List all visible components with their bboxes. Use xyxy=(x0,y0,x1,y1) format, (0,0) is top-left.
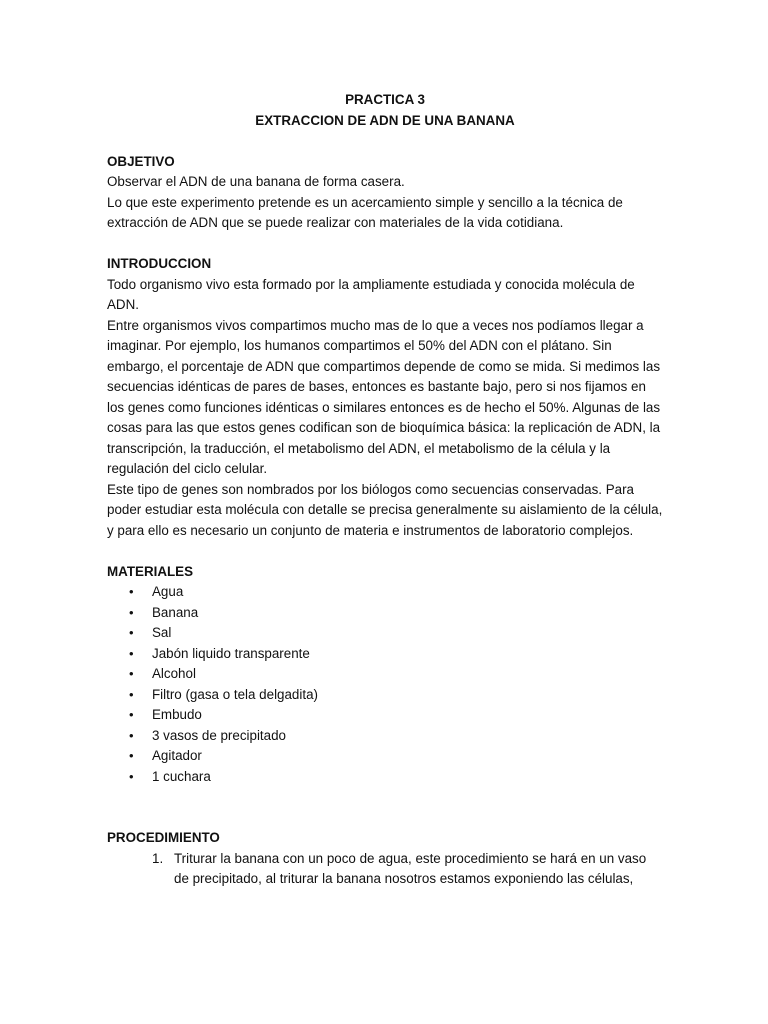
objetivo-paragraph: Lo que este experimento pretende es un acercamiento simple y sencillo a la técnica de extracción de ADN que se puede realizar con materiales de la vida cotidiana. xyxy=(107,194,623,230)
spacer xyxy=(107,234,663,255)
bullet-icon: • xyxy=(129,604,134,620)
list-item xyxy=(107,603,663,624)
material-label: Agitador xyxy=(152,748,202,763)
step-text: Triturar la banana con un poco de agua, este procedimiento se hará en un vaso de precipitado, al triturar la banana nosotros estamos exponiendo las células, xyxy=(174,850,647,886)
material-label: Embudo xyxy=(152,707,202,722)
bullet-icon: • xyxy=(129,768,134,784)
list-item xyxy=(107,644,663,665)
material-label: Sal xyxy=(152,625,172,640)
spacer xyxy=(107,541,663,562)
material-label: Agua xyxy=(152,584,184,599)
objetivo-paragraph: Observar el ADN de una banana de forma casera. xyxy=(107,174,405,189)
bullet-icon: • xyxy=(129,748,134,763)
spacer xyxy=(107,131,663,152)
introduccion-paragraph: Entre organismos vivos compartimos mucho mas de lo que a veces nos podíamos llegar a imaginar. Por ejemplo, los humanos compartimos el 50% del ADN con el plátano. Sin embargo, el porcentaje de ADN que compartimos depende de como se mida. Si medimos las secuencias idénticas de pares de bases, entonces es bastante bajo, pero si nos fijamos en los genes como funciones idénticas o similares entonces es de hecho el 50%. Algunas de las cosas para las que estos genes codifican son de bioquímica básica: la replicación de ADN, la transcripción, la traducción, el metabolismo del ADN, el metabolismo de la célula y la regulación del ciclo celular. xyxy=(107,317,661,476)
bullet-icon: • xyxy=(129,645,134,661)
bullet-icon: • xyxy=(129,686,134,702)
spacer xyxy=(107,787,663,828)
material-label: Alcohol xyxy=(152,666,196,681)
bullet-icon: • xyxy=(129,707,134,722)
bullet-icon: • xyxy=(129,625,134,640)
material-label: Banana xyxy=(152,604,199,620)
material-label: 1 cuchara xyxy=(152,768,211,784)
list-item xyxy=(107,705,663,726)
material-label: Jabón liquido transparente xyxy=(152,645,310,661)
list-item xyxy=(107,623,663,644)
list-item xyxy=(107,685,663,706)
document-title-line2: EXTRACCION DE ADN DE UNA BANANA xyxy=(255,112,515,128)
list-item xyxy=(107,746,663,767)
step-number: 1. xyxy=(152,850,164,866)
bullet-icon: • xyxy=(129,727,134,743)
list-item xyxy=(107,664,663,685)
bullet-icon: • xyxy=(129,666,134,681)
section-heading-introduccion: INTRODUCCION xyxy=(107,256,212,271)
section-heading-materiales: MATERIALES xyxy=(107,563,194,579)
list-item xyxy=(107,582,663,603)
procedure-steps xyxy=(107,849,663,890)
materials-list xyxy=(107,582,663,787)
list-item xyxy=(107,726,663,747)
material-label: Filtro (gasa o tela delgadita) xyxy=(152,686,318,702)
introduccion-paragraph: Este tipo de genes son nombrados por los biólogos como secuencias conservadas. Para poder estudiar esta molécula con detalle se precisa generalmente su aislamiento de la célula, y para ello es necesario un conjunto de materia e instrumentos de laboratorio complejos. xyxy=(107,481,663,538)
section-heading-objetivo: OBJETIVO xyxy=(107,153,175,169)
list-item xyxy=(107,767,663,788)
bullet-icon: • xyxy=(129,584,134,599)
material-label: 3 vasos de precipitado xyxy=(152,727,286,743)
document-body xyxy=(107,90,663,890)
section-heading-procedimiento: PROCEDIMIENTO xyxy=(107,830,220,845)
document-title-line1: PRACTICA 3 xyxy=(345,92,425,107)
introduccion-paragraph: Todo organismo vivo esta formado por la ampliamente estudiada y conocida molécula de ADN. xyxy=(107,276,635,312)
procedure-step xyxy=(107,849,663,890)
